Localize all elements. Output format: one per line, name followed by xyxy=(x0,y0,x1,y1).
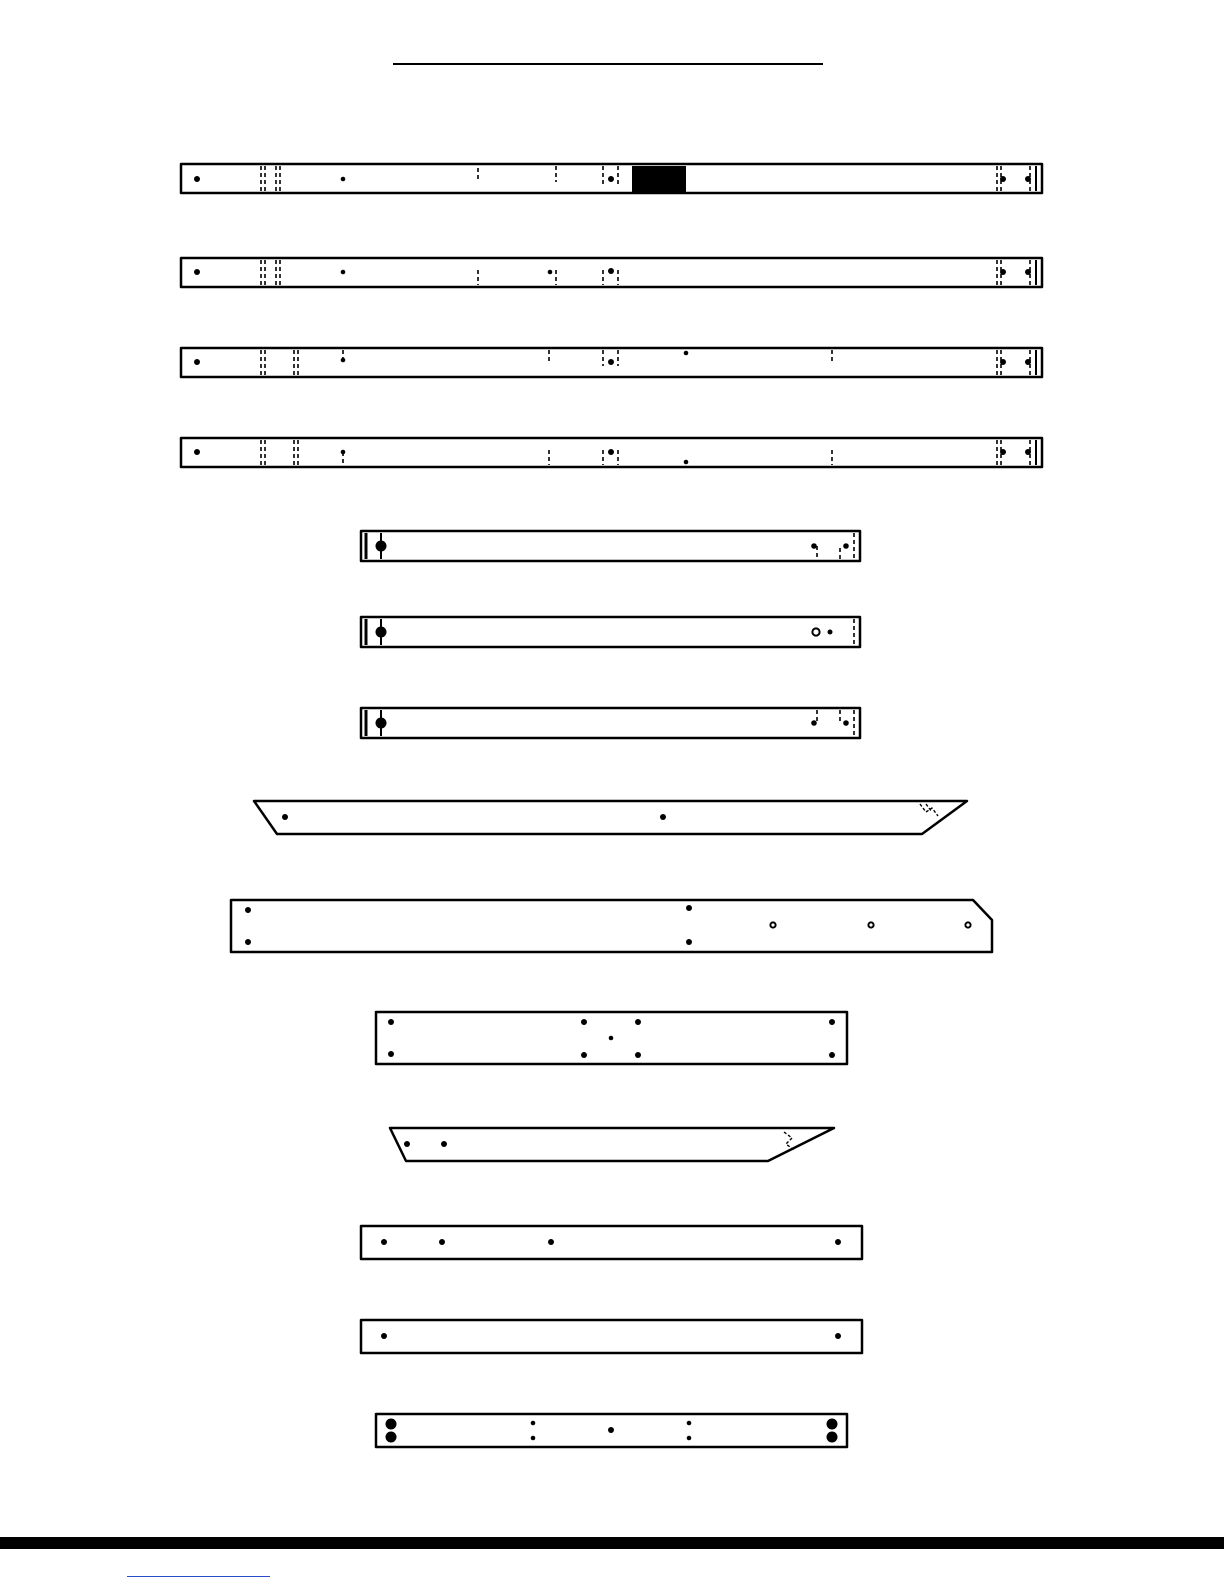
part-short-rail-2 xyxy=(361,617,860,647)
part-angled-brace-long xyxy=(254,801,967,834)
redaction-block xyxy=(632,166,686,192)
rail-outline xyxy=(361,617,860,647)
brace-outline xyxy=(254,801,967,834)
holes xyxy=(404,1141,447,1147)
hidden-lines xyxy=(261,440,1030,465)
brace-outline xyxy=(390,1128,834,1161)
holes xyxy=(194,351,1031,365)
holes xyxy=(194,268,1031,275)
holes xyxy=(811,720,849,726)
part-short-rail-3 xyxy=(361,708,860,738)
part-long-rail-3 xyxy=(181,348,1042,377)
footer-link-underline[interactable] xyxy=(127,1576,270,1577)
part-wide-plate xyxy=(231,900,992,952)
holes xyxy=(194,176,1031,182)
bar-outline xyxy=(361,1226,862,1259)
holes xyxy=(282,814,666,820)
holes xyxy=(194,449,1031,464)
open-hole xyxy=(812,628,819,635)
rail-outline xyxy=(361,708,860,738)
hidden-lines xyxy=(261,350,1030,375)
part-angled-brace-short xyxy=(390,1128,834,1161)
part-flat-bar-2 xyxy=(361,1320,862,1353)
holes xyxy=(531,1421,692,1441)
part-flat-bar-1 xyxy=(361,1226,862,1259)
part-long-rail-1 xyxy=(181,164,1042,193)
hidden-lines xyxy=(920,804,938,816)
large-hole xyxy=(376,541,387,552)
large-hole xyxy=(376,718,387,729)
holes xyxy=(388,1019,835,1058)
holes xyxy=(381,1239,841,1245)
bar-outline xyxy=(361,1320,862,1353)
part-medium-plate xyxy=(376,1012,847,1064)
hidden-lines xyxy=(261,260,1030,285)
open-holes xyxy=(770,922,970,927)
hidden-lines xyxy=(784,1132,794,1150)
rail-outline xyxy=(361,531,860,561)
holes xyxy=(245,905,692,945)
part-end-bar xyxy=(376,1414,847,1447)
holes xyxy=(381,1333,841,1339)
part-long-rail-4 xyxy=(181,438,1042,467)
footer-bar xyxy=(0,1537,1224,1549)
large-hole xyxy=(376,627,387,638)
part-long-rail-2 xyxy=(181,258,1042,287)
hole xyxy=(828,630,833,635)
plate-outline xyxy=(231,900,992,952)
part-short-rail-1 xyxy=(361,531,860,561)
